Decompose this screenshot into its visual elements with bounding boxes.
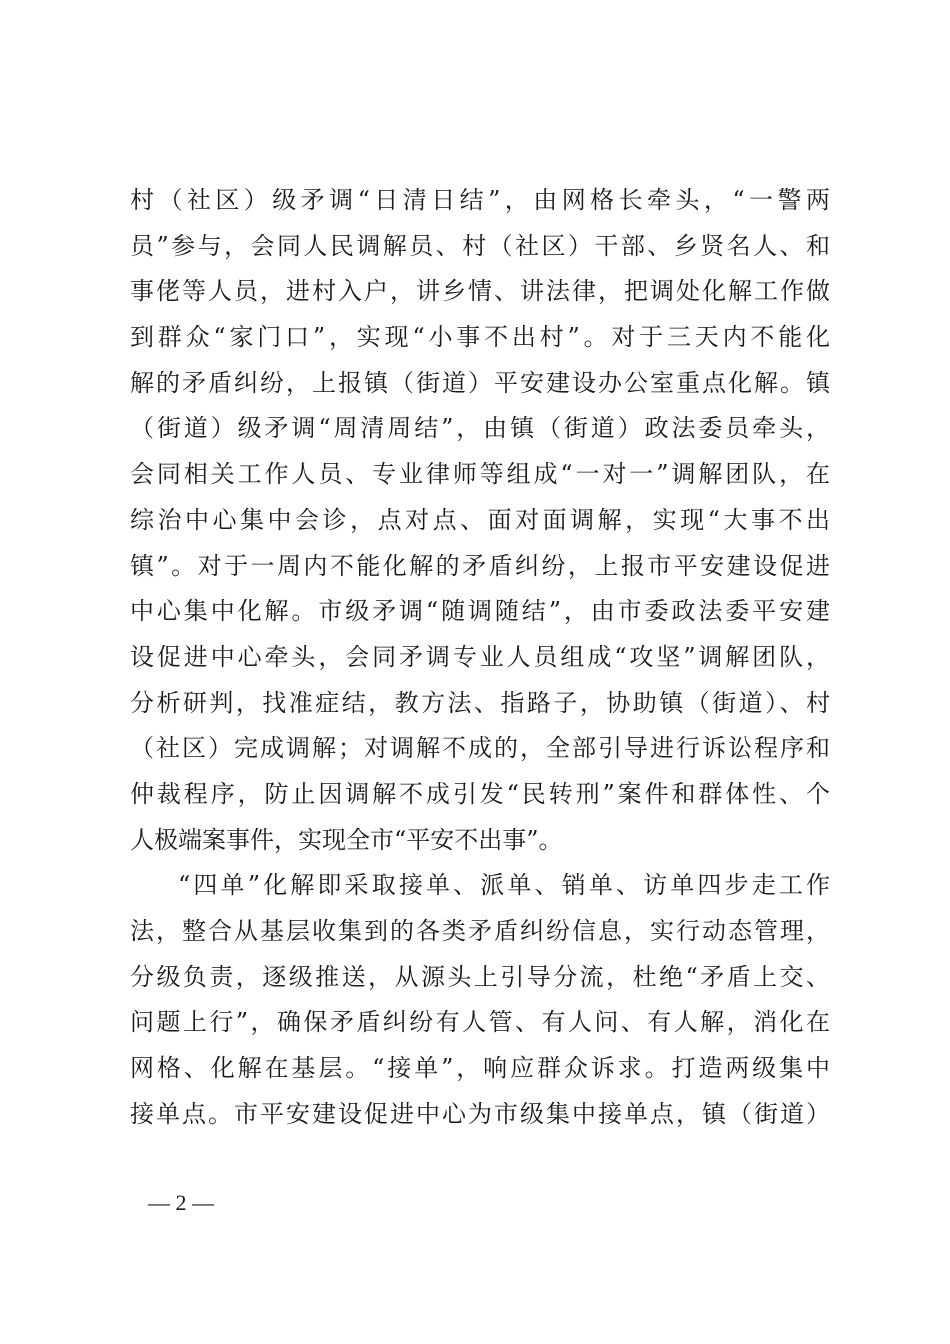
text-line: 问题上行”，确保矛盾纠纷有人管、有人问、有人解，消化在 [130,1008,830,1037]
text-line: 法，整合从基层收集到的各类矛盾纠纷信息，实行动态管理， [130,917,830,945]
text-line: 综治中心集中会诊，点对点、面对面调解，实现“大事不出 [130,505,830,534]
text-line: 人极端案事件，实现全市“平安不出事”。 [130,825,563,854]
text-line: 中心集中化解。市级矛调“随调随结”，由市委政法委平安建 [130,597,830,626]
text-line: （街道）级矛调“周清周结”，由镇（街道）政法委员牵头， [130,414,830,443]
text-line: 接单点。市平安建设促进中心为市级集中接单点，镇（街道） [130,1099,830,1128]
text-line: 分级负责，逐级推送，从源头上引导分流，杜绝“矛盾上交、 [130,962,830,991]
text-line: 仲裁程序，防止因调解不成引发“民转刑”案件和群体性、个 [130,779,830,808]
text-line: “四单”化解即采取接单、派单、销单、访单四步走工作 [178,871,830,900]
text-line: 到群众“家门口”，实现“小事不出村”。对于三天内不能化 [130,323,830,352]
page-number: — 2 — [148,1190,214,1215]
text-line: 解的矛盾纠纷，上报镇（街道）平安建设办公室重点化解。镇 [130,368,830,397]
text-line: 分析研判，找准症结，教方法、指路子，协助镇（街道）、村 [130,688,830,717]
paragraph-2 [130,863,830,1137]
paragraph-1 [130,178,830,863]
text-line: 会同相关工作人员、专业律师等组成“一对一”调解团队，在 [130,460,830,489]
document-body [130,178,830,1137]
text-line: 村（社区）级矛调“日清日结”，由网格长牵头，“一警两 [130,186,830,214]
text-line: 网格、化解在基层。“接单”，响应群众诉求。打造两级集中 [130,1054,830,1083]
text-line: 镇”。对于一周内不能化解的矛盾纠纷，上报市平安建设促进 [130,551,830,580]
text-line: 设促进中心牵头，会同矛调专业人员组成“攻坚”调解团队， [130,642,830,671]
text-line: （社区）完成调解；对调解不成的，全部引导进行诉讼程序和 [130,734,830,763]
text-line: 事佬等人员，进村入户，讲乡情、讲法律，把调处化解工作做 [130,277,830,306]
text-line: 员”参与，会同人民调解员、村（社区）干部、乡贤名人、和 [130,231,830,260]
